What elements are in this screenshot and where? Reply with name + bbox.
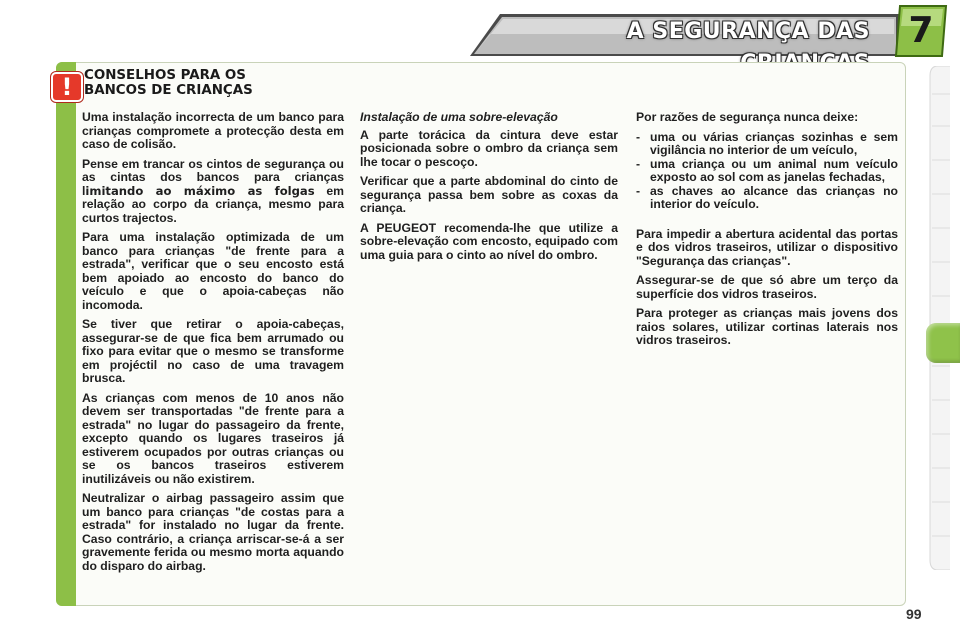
chapter-tab-strip[interactable] [928,66,950,570]
never-leave-list [636,131,898,212]
chapter-tab-active[interactable] [926,323,960,363]
col3-paragraph-2: Para impedir a abertura acidental das portas e dos vidros traseiros, utilizar o dispositivo "Segurança das crianças". [636,226,898,268]
column-1 [82,111,344,579]
section-title-line-2: BANCOS DE CRIANÇAS [84,83,253,98]
booster-seat-heading: Instalação de uma sobre-elevação [360,110,558,124]
list-item-text: uma criança ou um animal num veículo exposto ao sol com as janelas fechadas, [650,156,898,184]
list-item [636,158,898,185]
column-2 [360,111,618,268]
list-item-text: uma ou várias crianças sozinhas e sem vigilância no interior de um veículo, [650,129,898,157]
col1-p2-text-end: em relação ao corpo da criança, mesmo para curtos trajectos. [82,183,344,225]
dash-bullet: - [636,156,641,171]
list-item [636,185,898,212]
spacer [636,218,898,228]
list-item [636,131,898,158]
panel-accent-stripe [56,62,76,606]
col3-intro: Por razões de segurança nunca deixe: [636,110,859,124]
dash-bullet: - [636,183,641,198]
col1-paragraph-6: Neutralizar o airbag passageiro assim que um banco para crianças "de costas para a estrada" for instalado no lugar da frente. Caso contrário, a criança arriscar-se-á a ser gravemente ferida ou mesmo morta aquando do disparo do airbag. [82,491,344,573]
section-title [84,68,344,98]
section-title-line-1: CONSELHOS PARA OS [84,68,246,83]
col1-paragraph-2 [82,158,344,226]
page-title: A SEGURANÇA DAS [626,19,870,44]
col1-paragraph-3: Para uma instalação optimizada de um banco para crianças "de frente para a estrada", verificar que o seu encosto está bem apoiado ao encosto do banco do veículo e que o apoia-cabeças não incomoda. [82,230,344,312]
column-3 [636,111,898,354]
col1-paragraph-5: As crianças com menos de 10 anos não devem ser transportadas "de frente para a estrada" no lugar do passageiro da frente, excepto quando os lugares traseiros já estiverem ocupados por outras crianças ou se os bancos traseiros estiverem inutilizáveis ou não existirem. [82,390,344,486]
list-item-text: as chaves ao alcance das crianças no interior do veículo. [650,183,898,211]
col2-paragraph-1: A parte torácica da cintura deve estar posicionada sobre o ombro da criança sem lhe tocar o pescoço. [360,127,618,169]
exclamation-icon: ! [51,72,83,102]
col2-paragraph-3: A PEUGEOT recomenda-lhe que utilize a sobre-elevação com encosto, equipado com uma guia para o cinto ao nível do ombro. [360,220,618,262]
chapter-number: 7 [908,10,934,51]
col3-paragraph-3: Assegurar-se de que só abre um terço da superfície dos vidros traseiros. [636,273,898,301]
col1-paragraph-1: Uma instalação incorrecta de um banco para crianças compromete a protecção desta em caso de colisão. [82,110,344,151]
col1-p2-emphasis: imitando ao máximo as folgas [85,183,315,198]
col1-paragraph-4: Se tiver que retirar o apoia-cabeças, assegurar-se de que fica bem arrumado ou fixo para evitar que o mesmo se transforme em projéctil no caso de uma travagem brusca. [82,317,344,385]
dash-bullet: - [636,129,641,144]
col3-paragraph-4: Para proteger as crianças mais jovens dos raios solares, utilizar cortinas laterais nos vidros traseiros. [636,306,898,347]
page-number: 99 [906,606,922,622]
col2-paragraph-2: Verificar que a parte abdominal do cinto de segurança passa bem sobre as coxas da criança. [360,174,618,215]
col1-p2-text-start: Pense em trancar os cintos de segurança ou as cintas dos bancos para crianças l [82,156,344,198]
